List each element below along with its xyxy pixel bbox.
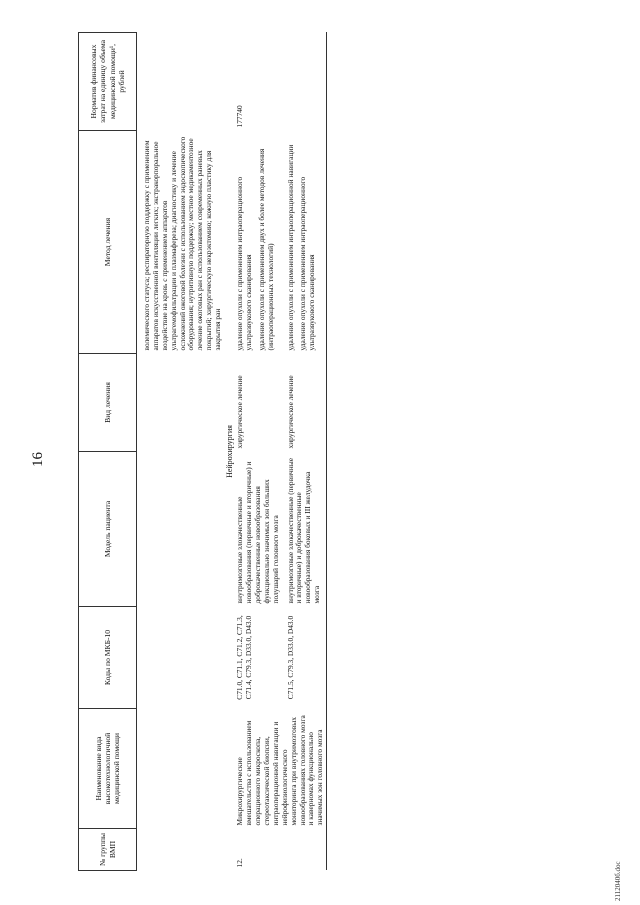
patient-model: внутримозговые злокачественные новообразования (первичные и вторичные) и доброкачественные новообразования функционально значимых зон больших полушарий головного мозга <box>235 461 280 604</box>
header-group-number: № группы ВМП <box>79 829 137 871</box>
table-row-continuation <box>137 33 224 871</box>
table-body <box>137 33 327 871</box>
section-title: Нейрохирургия <box>224 425 234 478</box>
icd-codes: C71.0, C71.1, C71.2, C71.3, C71.4, C79.3, D33.0, D43.0 <box>235 615 254 700</box>
table-row-section <box>224 33 236 871</box>
treatment-methods <box>235 131 285 354</box>
treatment-type: хирургическое лечение <box>235 375 245 449</box>
header-treatment-method: Метод лечения <box>79 131 137 354</box>
continuation-method-text: волемического статуса; респираторную поддержку с применением аппаратов искусственной вентиляции легких; экстракорпоральное воздействие на кровь с применением аппаратов ультрагемофильтрации и плазмафереза; диагностику и лечение осложнений ожоговой болезни с использованием эндоскопического оборудования; нутритивную поддержку; местное медикаментозное лечение ожоговых ран с использованием современных раневых покрытий; хирургическую некрэктомию; кожную пластику для закрытия ран <box>142 136 222 351</box>
file-name: 2112040б.doc <box>614 861 622 901</box>
header-patient-model: Модель пациента <box>79 452 137 607</box>
treatment-method: удаление опухоли с применением двух и более методов лечения (интраоперационных технологий) <box>257 148 276 351</box>
table-header <box>79 33 137 871</box>
treatment-type: хирургическое лечение <box>285 375 295 449</box>
group-number: 12. <box>235 858 245 868</box>
patient-model: внутримозговые злокачественные (первичные и вторичные) и доброкачественные новообразования боковых и III желудочка мозга <box>285 458 322 604</box>
treatment-method: удаление опухоли с применением интраоперационного ультразвукового сканирования <box>235 176 254 351</box>
vmp-table <box>78 32 327 871</box>
treatment-method: удаление опухоли с применением интраоперационной навигации <box>285 144 295 351</box>
header-cost-norm: Норматив финансовых затрат на единицу объема медицинской помощи¹, рублей <box>79 33 137 131</box>
page-number: 16 <box>30 452 46 467</box>
header-treatment-type: Вид лечения <box>79 354 137 452</box>
icd-codes: C71.5, C79.3, D33.0, D43.0 <box>285 615 295 700</box>
vmp-name: Микрохирургические вмешательства с использованием операционного микроскопа, стереотаксической биопсии, интраоперационной навигации и нейрофизиологического мониторинга при внутримозговых новообразованиях головного мозга и каверномах функционально значимых зон головного мозга <box>235 715 325 826</box>
treatment-method: удаление опухоли с применением интраоперационного ультразвукового сканирования <box>298 176 317 351</box>
table-row <box>235 33 285 871</box>
cost-norm-value: 177740 <box>235 105 245 128</box>
treatment-methods <box>286 131 327 354</box>
header-vmp-name: Наименование вида высокотехнологичной медицинской помощи <box>79 709 137 829</box>
header-icd-codes: Коды по МКБ-10 <box>79 607 137 709</box>
